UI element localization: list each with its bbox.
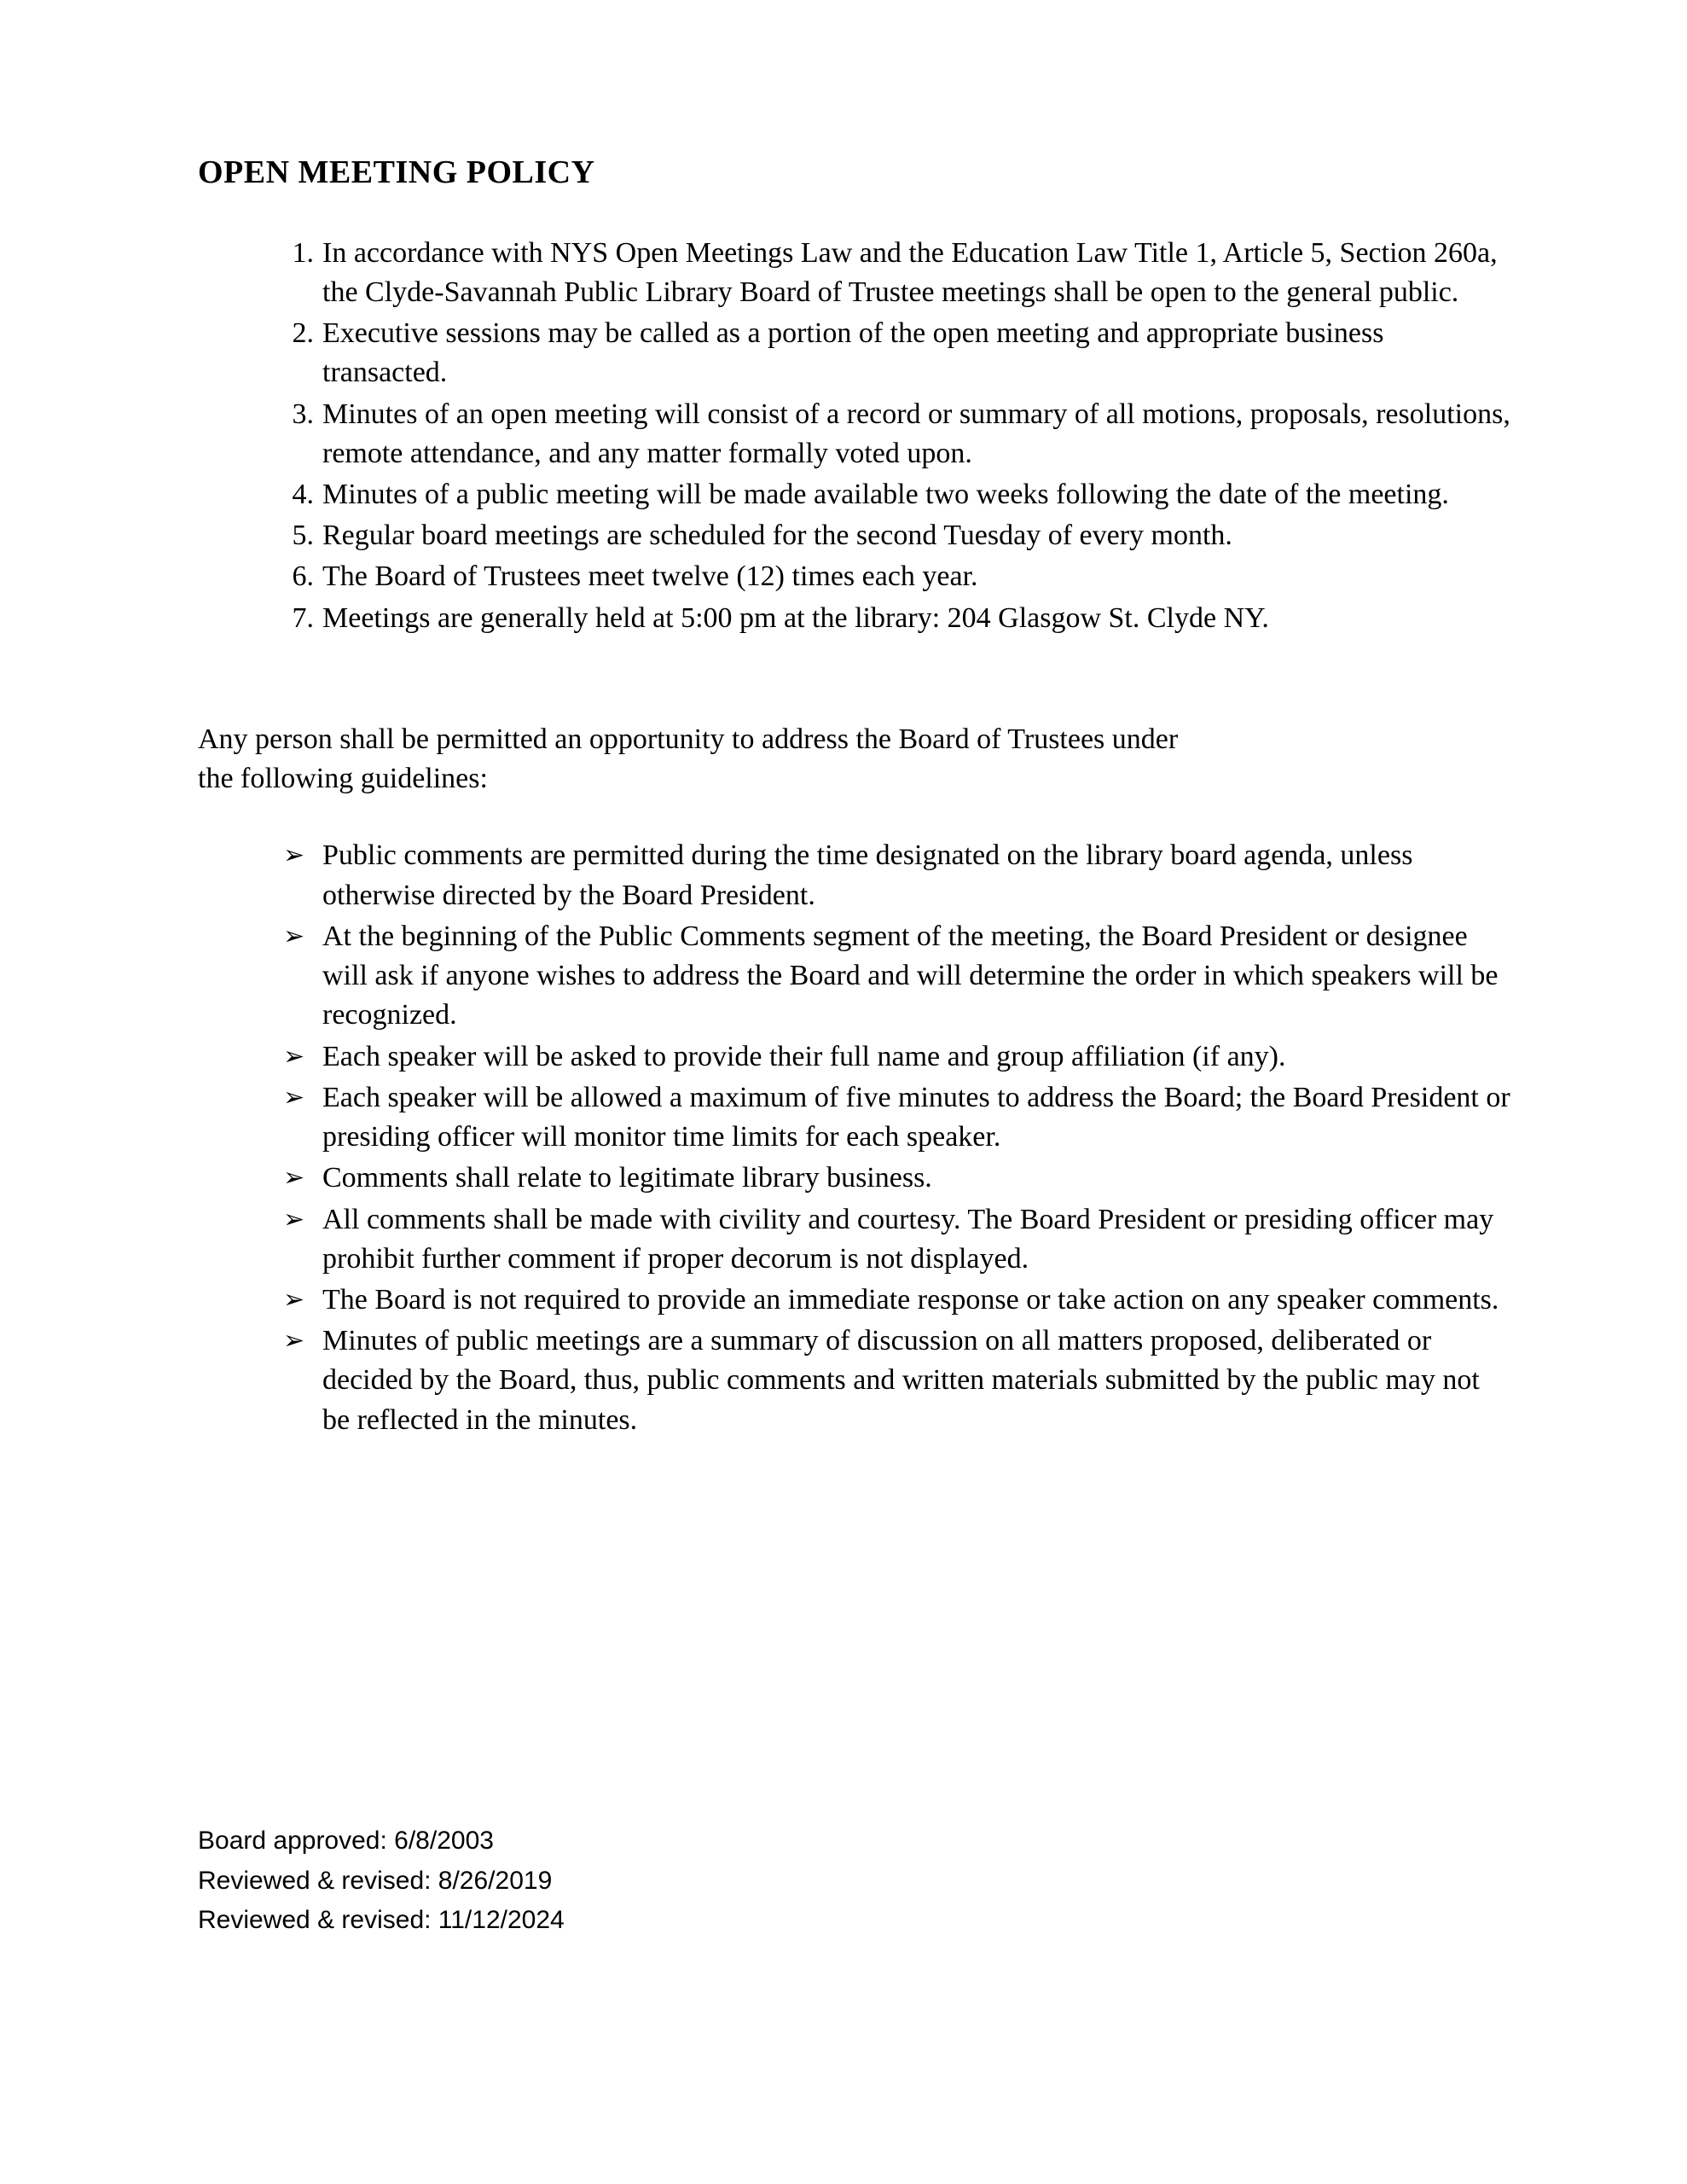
- public-comment-guidelines-list: [198, 836, 1511, 1440]
- list-item: ➢ All comments shall be made with civility and courtesy. The Board President or presiding officer may prohibit further comment if proper decorum is not displayed.: [283, 1200, 1511, 1279]
- list-item: Meetings are generally held at 5:00 pm at the library: 204 Glasgow St. Clyde NY.: [322, 601, 1269, 634]
- list-item: ➢ The Board is not required to provide an immediate response or take action on any speaker comments.: [283, 1281, 1511, 1320]
- list-item: The Board of Trustees meet twelve (12) times each year.: [322, 561, 978, 593]
- policy-numbered-list: [198, 234, 1511, 638]
- approval-footer: [198, 1821, 565, 1941]
- list-item: ➢ Public comments are permitted during the time designated on the library board agenda, unless otherwise directed by the Board President.: [283, 836, 1511, 915]
- page-title: OPEN MEETING POLICY: [198, 154, 595, 190]
- list-item: ➢ Minutes of public meetings are a summary of discussion on all matters proposed, deliberated or decided by the Board, thus, public comments and written materials submitted by the public may not be reflected in the minutes.: [283, 1321, 1511, 1440]
- list-item: Minutes of an open meeting will consist of a record or summary of all motions, proposals, resolutions, remote attendance, and any matter formally voted upon.: [322, 398, 1510, 469]
- list-item: Executive sessions may be called as a portion of the open meeting and appropriate business transacted.: [322, 317, 1384, 389]
- list-item: Regular board meetings are scheduled for the second Tuesday of every month.: [322, 520, 1232, 552]
- footer-line-reviewed-2024: Reviewed & revised: 11/12/2024: [198, 1906, 565, 1934]
- list-item: ➢ At the beginning of the Public Comments segment of the meeting, the Board President or designee will ask if anyone wishes to address the Board and will determine the order in which speakers will be recognized.: [283, 917, 1511, 1036]
- intro-paragraph: Any person shall be permitted an opportunity to address the Board of Trustees under the following guidelines:: [198, 723, 1179, 795]
- list-item: ➢ Comments shall relate to legitimate library business.: [283, 1159, 1511, 1198]
- list-item: ➢ Each speaker will be asked to provide their full name and group affiliation (if any).: [283, 1037, 1511, 1077]
- document-body: [198, 154, 1511, 1442]
- footer-line-reviewed-2019: Reviewed & revised: 8/26/2019: [198, 1866, 553, 1895]
- footer-line-board-approved: Board approved: 6/8/2003: [198, 1827, 494, 1855]
- list-item: In accordance with NYS Open Meetings Law and the Education Law Title 1, Article 5, Section 260a, the Clyde-Savannah Public Library Board of Trustee meetings shall be open to the general public.: [322, 236, 1498, 308]
- list-item: ➢ Each speaker will be allowed a maximum of five minutes to address the Board; the Board President or presiding officer will monitor time limits for each speaker.: [283, 1078, 1511, 1157]
- list-item: Minutes of a public meeting will be made available two weeks following the date of the meeting.: [322, 479, 1449, 510]
